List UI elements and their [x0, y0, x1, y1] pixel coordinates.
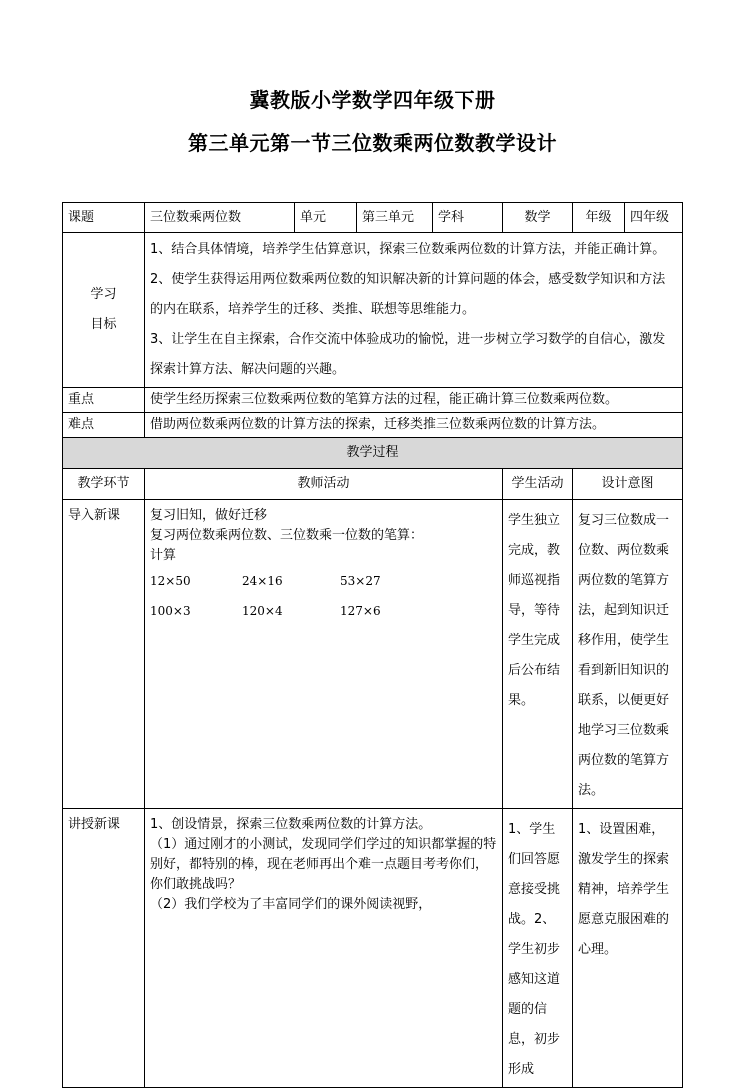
teacher-new-line3: （2）我们学校为了丰富同学们的课外阅读视野，	[150, 897, 432, 912]
goals-label	[63, 233, 145, 388]
goals-row	[63, 233, 683, 388]
goal-item-2: 2、使学生获得运用两位数乘两位数的知识解决新的计算问题的体会，感受数学知识和方法的内在联系，培养学生的迁移、类推、联想等思维能力。	[150, 272, 666, 317]
col-student-header: 学生活动	[503, 469, 573, 500]
teacher-new-line2: （1）通过刚才的小测试，发现同学们学过的知识都掌握的特别好，都特别的棒，现在老师再出个难一点题目考考你们，你们敢挑战吗？	[150, 837, 497, 892]
teacher-activity-intro	[145, 500, 503, 809]
grade-label: 年级	[573, 203, 625, 233]
calc-item: 24×16	[242, 574, 283, 588]
calc-item: 12×50	[150, 574, 191, 588]
process-header: 教学过程	[63, 438, 683, 469]
column-header-row	[63, 469, 683, 500]
goals-label-line2: 目标	[90, 317, 117, 332]
key-point-row	[63, 388, 683, 413]
intent-new-text: 1、设置困难，激发学生的探索精神，培养学生愿意克服困难的心理。	[578, 822, 670, 957]
stage-intro: 导入新课	[63, 500, 145, 809]
unit-value: 第三单元	[357, 203, 433, 233]
goal-item-1: 1、结合具体情境，培养学生估算意识，探索三位数乘两位数的计算方法，并能正确计算。	[150, 242, 666, 257]
teacher-intro-line2: 复习两位数乘两位数、三位数乘一位数的笔算：	[150, 528, 424, 543]
student-activity-intro	[503, 500, 573, 809]
grade-value: 四年级	[625, 203, 683, 233]
document-subtitle: 第三单元第一节三位数乘两位数教学设计	[188, 131, 557, 155]
col-stage-header: 教学环节	[63, 469, 145, 500]
unit-label: 单元	[295, 203, 357, 233]
calc-item: 120×4	[242, 604, 283, 618]
meta-row	[63, 203, 683, 233]
process-header-row	[63, 438, 683, 469]
document-title: 冀教版小学数学四年级下册	[249, 88, 496, 112]
student-new-text: 1、学生们回答愿意接受挑战。2、学生初步感知这道题的信息，初步形成	[508, 822, 561, 1077]
difficulty-row	[63, 413, 683, 438]
intent-intro-text: 复习三位数成一位数、两位数乘两位数的笔算方法，起到知识迁移作用，使学生看到新旧知识的联系，以便更好地学习三位数乘两位数的笔算方法。	[578, 513, 670, 798]
calc-item: 127×6	[340, 604, 381, 618]
col-intent-header: 设计意图	[573, 469, 683, 500]
subject-label: 学科	[433, 203, 503, 233]
goal-item-3: 3、让学生在自主探索，合作交流中体验成功的愉悦，进一步树立学习数学的自信心，激发探索计算方法、解决问题的兴趣。	[150, 332, 666, 377]
difficulty-label: 难点	[63, 413, 145, 438]
stage-new: 讲授新课	[63, 809, 145, 1088]
col-teacher-header: 教师活动	[145, 469, 503, 500]
goals-content	[145, 233, 683, 388]
student-intro-text: 学生独立完成，教师巡视指导，等待学生完成后公布结果。	[508, 513, 561, 708]
calc-grid	[150, 566, 497, 626]
goals-label-line1: 学习	[90, 287, 117, 302]
design-intent-new	[573, 809, 683, 1088]
teacher-new-line1: 1、创设情景，探索三位数乘两位数的计算方法。	[150, 817, 432, 832]
topic-label: 课题	[63, 203, 145, 233]
stage-row-new	[63, 809, 683, 1088]
lesson-plan-table	[62, 202, 683, 1088]
stage-row-intro	[63, 500, 683, 809]
key-point-label: 重点	[63, 388, 145, 413]
teacher-intro-line3: 计算	[150, 548, 177, 563]
topic-value: 三位数乘两位数	[145, 203, 295, 233]
teacher-intro-line1: 复习旧知，做好迁移	[150, 508, 268, 523]
student-activity-new	[503, 809, 573, 1088]
design-intent-intro	[573, 500, 683, 809]
key-point-text: 使学生经历探索三位数乘两位数的笔算方法的过程，能正确计算三位数乘两位数。	[145, 388, 683, 413]
calc-item: 53×27	[340, 574, 381, 588]
teacher-activity-new	[145, 809, 503, 1088]
difficulty-text: 借助两位数乘两位数的计算方法的探索，迁移类推三位数乘两位数的计算方法。	[145, 413, 683, 438]
subject-value: 数学	[503, 203, 573, 233]
calc-item: 100×3	[150, 604, 191, 618]
